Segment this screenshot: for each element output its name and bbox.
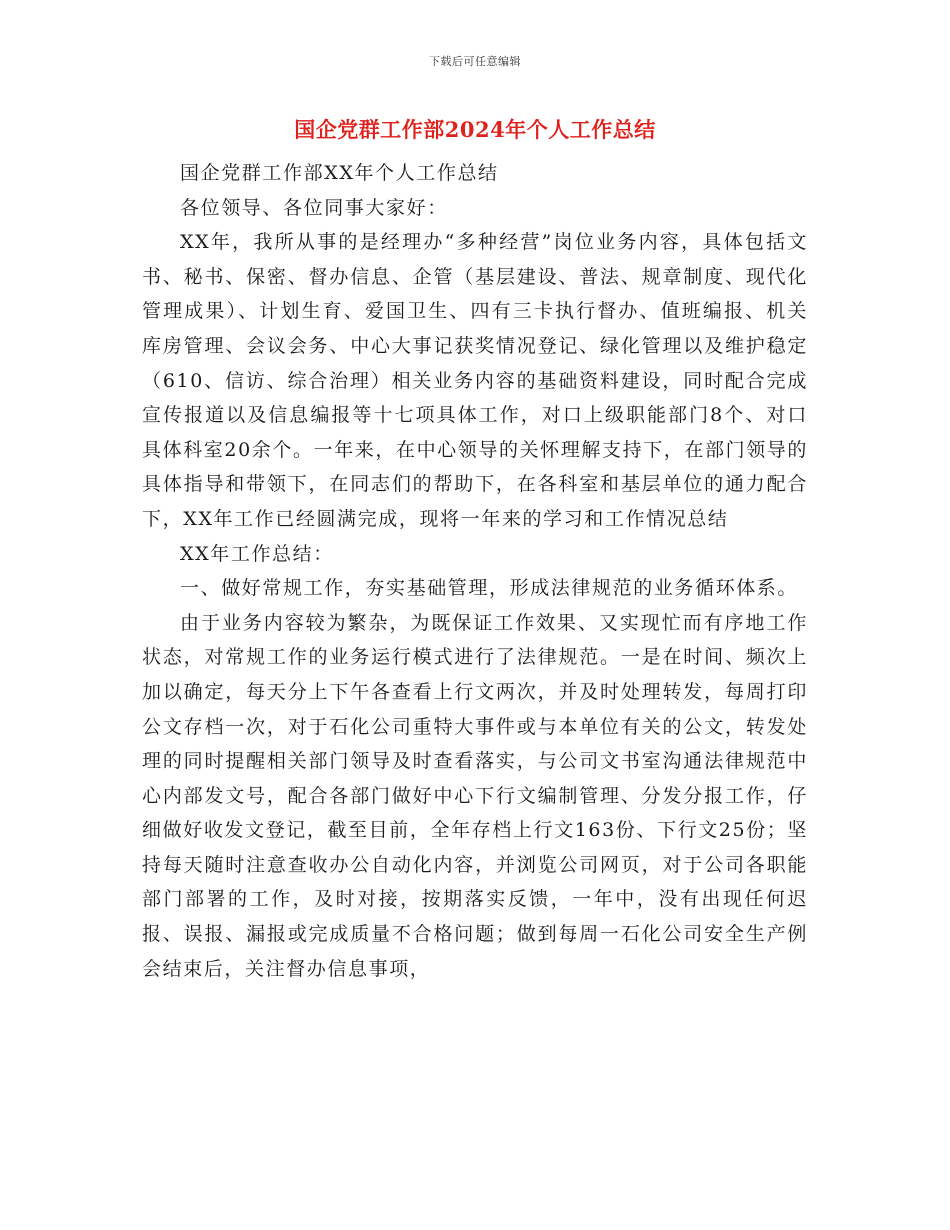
document-body <box>142 156 808 986</box>
paragraph-intro: XX年，我所从事的是经理办“多种经营”岗位业务内容，具体包括文书、秘书、保密、督办信息、企管（基层建设、普法、规章制度、现代化管理成果）、计划生育、爱国卫生、四有三卡执行督办、值班编报、机关库房管理、会议会务、中心大事记获奖情况登记、绿化管理以及维护稳定（610、信访、综合治理）相关业务内容的基础资料建设，同时配合完成宣传报道以及信息编报等十七项具体工作，对口上级职能部门8个、对口具体科室20余个。一年来，在中心领导的关怀理解支持下，在部门领导的具体指导和带领下，在同志们的帮助下，在各科室和基层单位的通力配合下，XX年工作已经圆满完成，现将一年来的学习和工作情况总结 <box>142 231 808 530</box>
document-title: 国企党群工作部2024年个人工作总结 <box>294 117 656 142</box>
paragraph-subtitle: 国企党群工作部XX年个人工作总结 <box>180 162 499 184</box>
header-note: 下载后可任意编辑 <box>429 55 521 68</box>
paragraph-greeting: 各位领导、各位同事大家好： <box>180 196 448 219</box>
paragraph-body: 由于业务内容较为繁杂，为既保证工作效果、又实现忙而有序地工作状态，对常规工作的业务运行模式进行了法律规范。一是在时间、频次上加以确定，每天分上下午各查看上行文两次，并及时处理转发，每周打印公文存档一次，对于石化公司重特大事件或与本单位有关的公文，转发处理的同时提醒相关部门领导及时查看落实，与公司文书室沟通法律规范中心内部发文号，配合各部门做好中心下行文编制管理、分发分报工作，仔细做好收发文登记，截至目前，全年存档上行文163份、下行文25份；坚持每天随时注意查收办公自动化内容，并浏览公司网页，对于公司各职能部门部署的工作，及时对接，按期落实反馈，一年中，没有出现任何迟报、误报、漏报或完成质量不合格问题；做到每周一石化公司安全生产例会结束后，关注督办信息事项， <box>142 611 808 980</box>
paragraph-item-heading: 一、做好常规工作，夯实基础管理，形成法律规范的业务循环体系。 <box>180 577 799 600</box>
paragraph-section-heading: XX年工作总结： <box>180 542 334 565</box>
